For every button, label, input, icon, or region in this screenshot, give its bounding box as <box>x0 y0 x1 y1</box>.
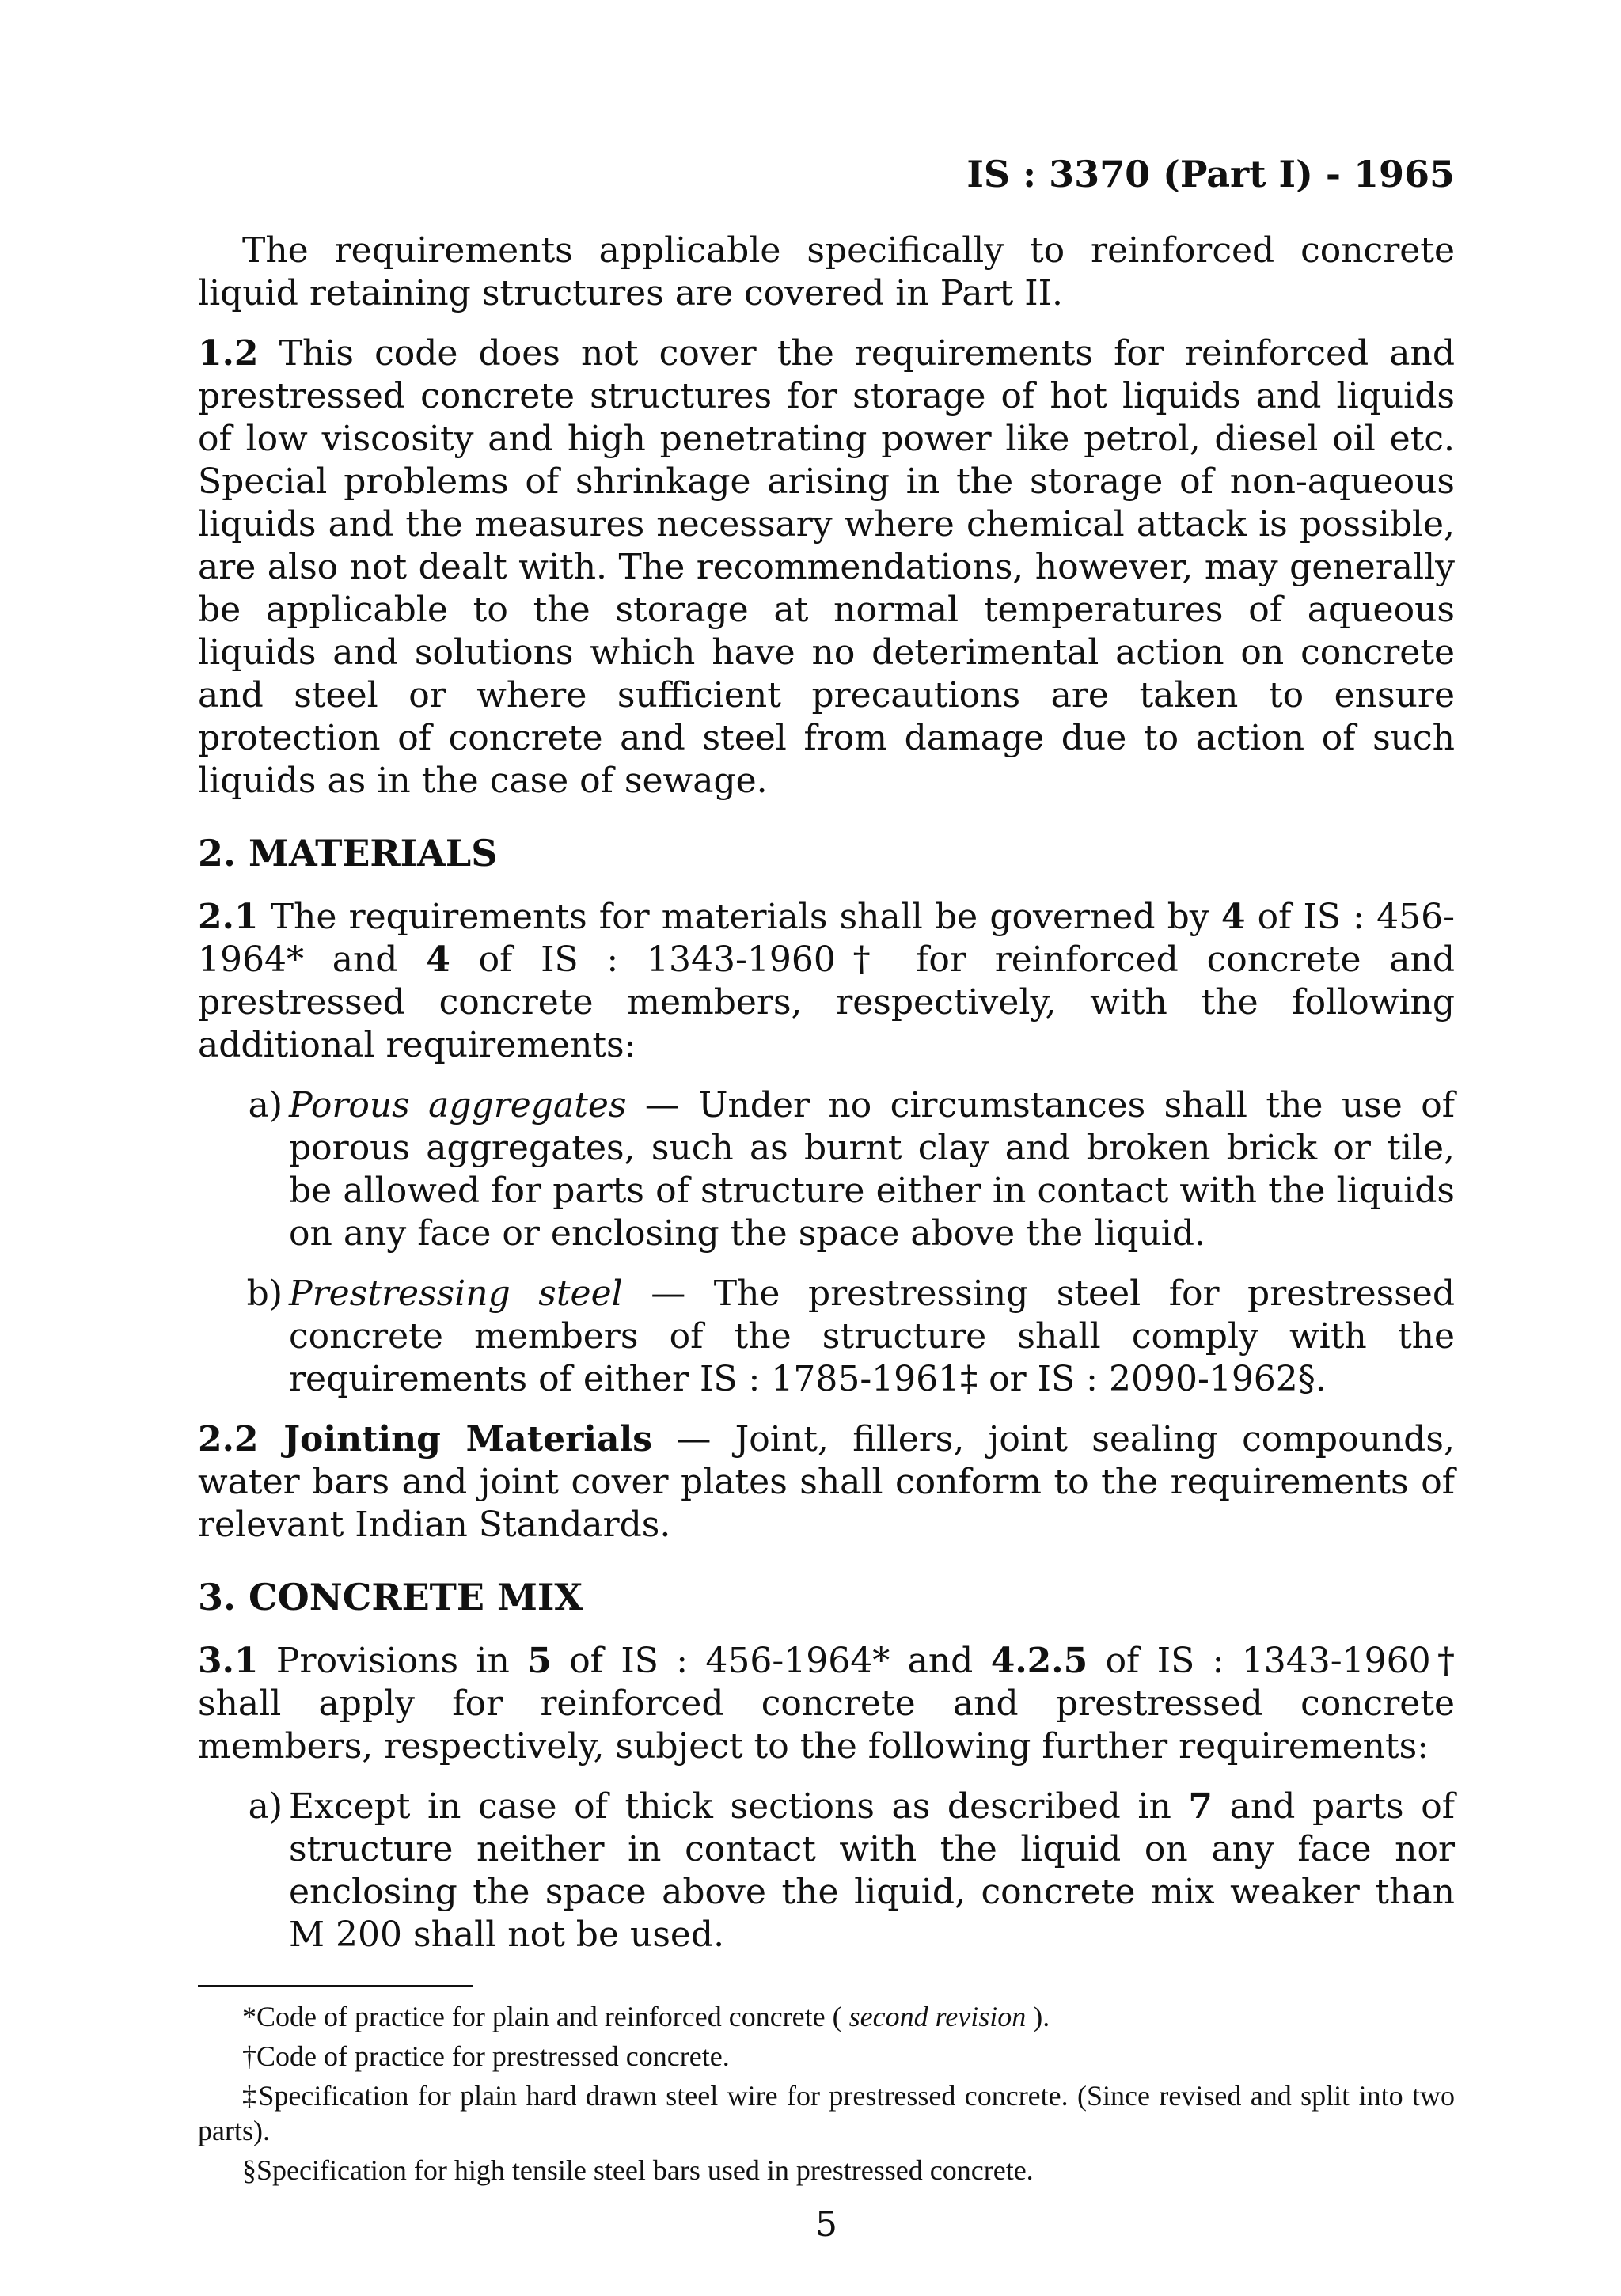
standard-header: IS : 3370 (Part I) - 1965 <box>966 153 1455 195</box>
clause-reference: 7 <box>1188 1786 1213 1827</box>
clause-reference: 5 <box>527 1641 552 1681</box>
clause-text: Provisions in <box>258 1641 528 1681</box>
clause-text: of IS : 456-1964* and <box>198 897 1455 980</box>
list-item <box>198 1084 1455 1255</box>
materials-list <box>198 1084 1455 1401</box>
clause-text: This code does not cover the requirements for reinforced and prestressed concrete structures for storage of hot liquids and liquids of low viscosity and high penetrating power like petrol, diesel oil etc. Special problems of shrinkage arising in the storage of non-aqueous liquids and the measures necessary where chemical attack is possible, are also not dealt with. The recommendations, however, may generally be applicable to the storage at normal temperatures of aqueous liquids and solutions which have no deterimental action on concrete and steel or where sufficient precautions are taken to ensure protection of concrete and steel from damage due to action of such liquids as in the case of sewage. <box>198 333 1455 801</box>
clause-3-1 <box>198 1640 1455 1768</box>
item-text: — Under no circumstances shall the use of porous aggregates, such as burnt clay and broken brick or tile, be allowed for parts of structure either in contact with the liquids on any face or enclosing the space above the liquid. <box>289 1085 1455 1254</box>
item-text: — The prestressing steel for prestressed concrete members of the structure shall comply with the requirements of either IS : 1785-1961‡ or IS : 2090-1962§. <box>289 1273 1455 1399</box>
clause-text: The requirements for materials shall be governed by <box>258 897 1221 937</box>
clause-number: 2.2 <box>198 1419 259 1459</box>
footnote: †Code of practice for prestressed concrete. <box>242 2040 730 2072</box>
concrete-mix-list <box>198 1786 1455 1956</box>
footnote-italic: second revision <box>848 2001 1027 2032</box>
clause-text: of IS : 1343-1960† shall apply for reinforced concrete and prestressed concrete members, respectively, subject to the following further requirements: <box>198 1641 1455 1767</box>
intro-paragraph: The requirements applicable specifically to reinforced concrete liquid retaining structures are covered in Part II. <box>198 230 1455 313</box>
list-text <box>289 1273 1455 1401</box>
footnote-text: *Code of practice for plain and reinforced concrete ( <box>242 2001 849 2032</box>
list-text <box>289 1786 1455 1956</box>
item-text: and parts of structure neither in contact with the liquid on any face nor enclosing the space above the liquid, concrete mix weaker than M 200 shall not be used. <box>289 1786 1456 1955</box>
document-page <box>198 150 1455 2246</box>
clause-reference: 4 <box>426 939 450 980</box>
footnote: ‡Specification for plain hard drawn steel wire for prestressed concrete. (Since revised and split into two parts). <box>198 2080 1455 2146</box>
item-text: Except in case of thick sections as described in <box>289 1786 1189 1827</box>
clause-text: of IS : 456-1964* and <box>551 1641 991 1681</box>
clause-number: 1.2 <box>198 333 259 374</box>
page-number: 5 <box>815 2204 837 2245</box>
footnote: §Specification for high tensile steel bars used in prestressed concrete. <box>242 2154 1034 2186</box>
footnote-text: ). <box>1026 2001 1050 2032</box>
footnote <box>198 1999 1455 2034</box>
clause-number: 2.1 <box>198 897 259 937</box>
list-label: a) <box>248 1085 283 1125</box>
clause-2-2 <box>198 1418 1455 1546</box>
section-heading-materials: 2. MATERIALS <box>198 832 498 875</box>
list-text <box>289 1084 1455 1255</box>
item-title: Prestressing steel <box>289 1273 623 1314</box>
clause-text: of IS : 1343-1960† for reinforced concrete and prestressed concrete members, respectively, with the following additional requirements: <box>198 939 1455 1065</box>
section-heading-concrete-mix: 3. CONCRETE MIX <box>198 1576 583 1619</box>
list-label: a) <box>248 1786 283 1827</box>
clause-number: 3.1 <box>198 1641 259 1681</box>
clause-reference: 4 <box>1220 897 1246 937</box>
list-item <box>198 1273 1455 1401</box>
clause-title: Jointing Materials <box>258 1419 652 1459</box>
item-title: Porous aggregates <box>289 1085 627 1125</box>
clause-text: — Joint, fillers, joint sealing compounds, water bars and joint cover plates shall conform to the requirements of relevant Indian Standards. <box>198 1419 1455 1545</box>
clause-2-1 <box>198 896 1455 1067</box>
clause-reference: 4.2.5 <box>990 1641 1088 1681</box>
footnote-divider <box>198 1985 473 1987</box>
clause-1-2 <box>198 332 1455 803</box>
list-item <box>198 1786 1455 1956</box>
list-label: b) <box>246 1273 283 1314</box>
